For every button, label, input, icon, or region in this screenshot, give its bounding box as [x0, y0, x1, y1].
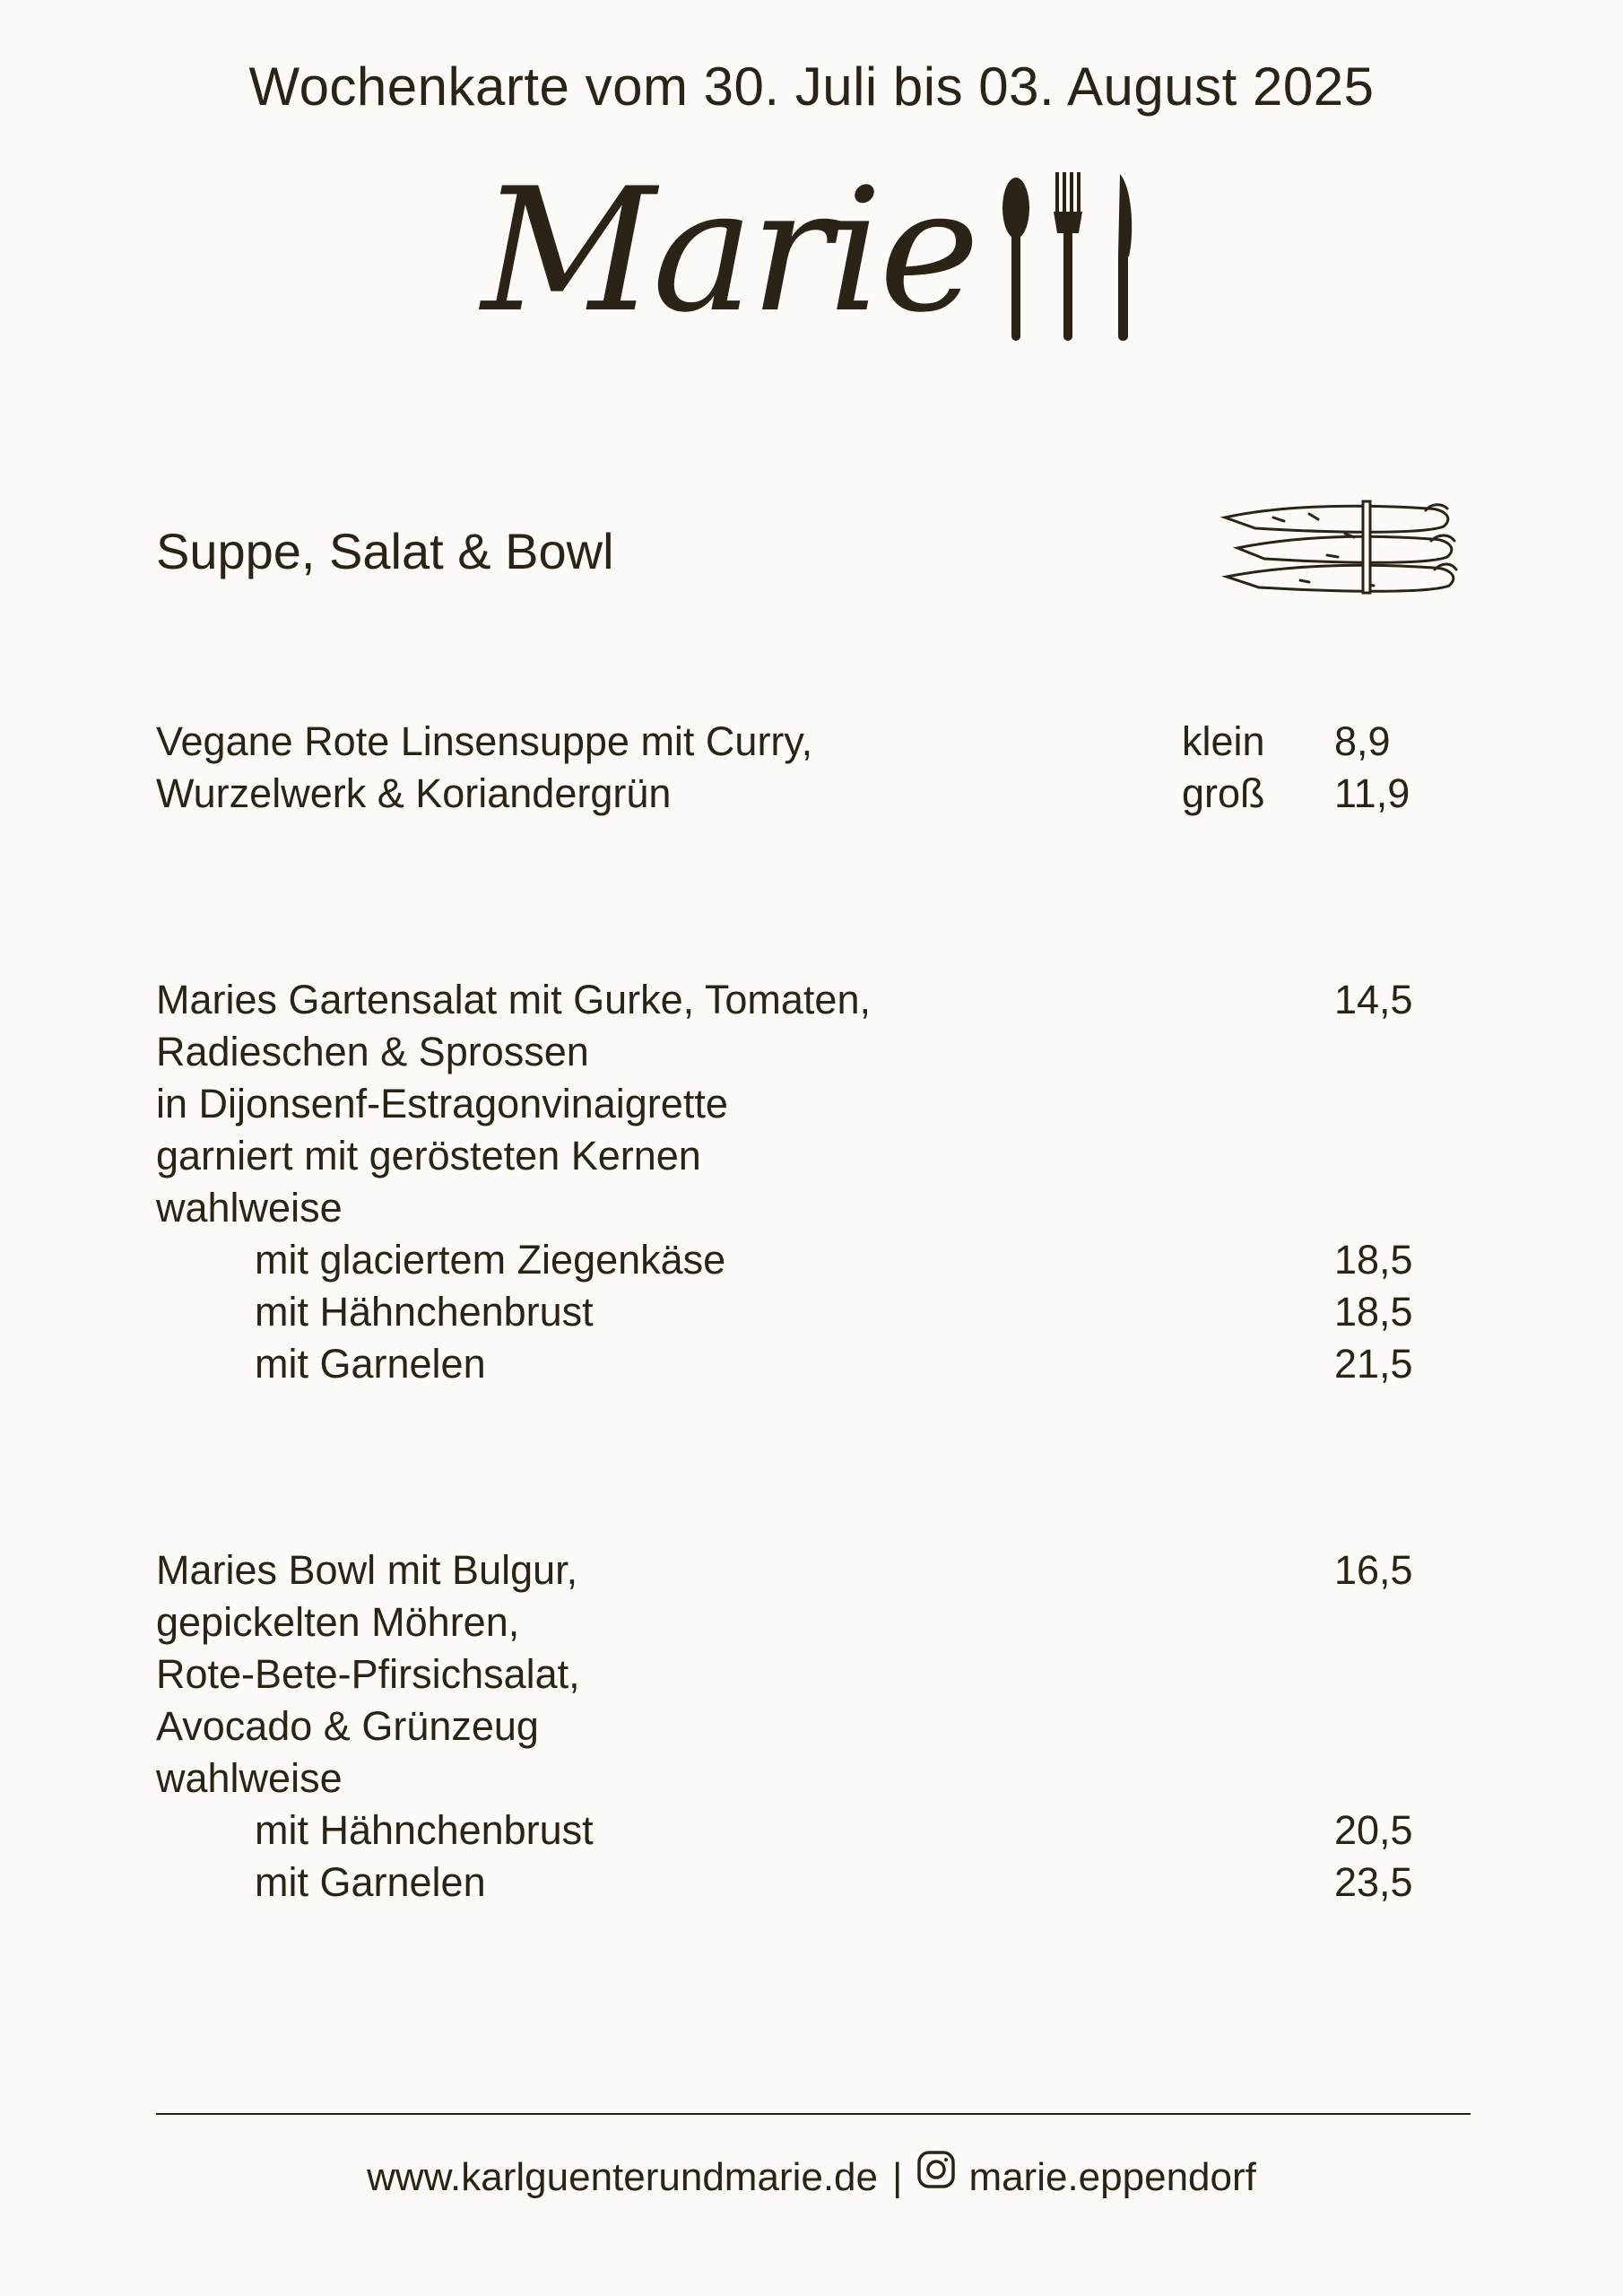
option-description: mit Garnelen — [255, 1341, 486, 1387]
menu-item-line — [156, 1026, 1483, 1078]
portion-size: klein — [1182, 718, 1265, 764]
option-price: 21,5 — [1334, 1341, 1413, 1387]
menu-item-line — [156, 1130, 1483, 1182]
dish-description: gepickelten Möhren, — [156, 1599, 520, 1645]
footer — [0, 2151, 1623, 2206]
option-price: 20,5 — [1334, 1807, 1413, 1853]
dish-description: Avocado & Grünzeug — [156, 1703, 539, 1749]
menu-item-line — [156, 768, 1483, 820]
restaurant-logo — [0, 144, 1623, 377]
dish-description: in Dijonsenf-Estragonvinaigrette — [156, 1081, 728, 1126]
menu-item-line — [156, 1182, 1483, 1234]
menu-item-line — [156, 1700, 1483, 1752]
dish-description: Wurzelwerk & Koriandergrün — [156, 770, 672, 816]
menu-item-option — [156, 1857, 1483, 1909]
dish-description: wahlweise — [156, 1185, 343, 1231]
dish-description: Vegane Rote Linsensuppe mit Curry, — [156, 718, 813, 764]
option-price: 18,5 — [1334, 1289, 1413, 1335]
dish-price: 8,9 — [1334, 718, 1391, 764]
dish-price: 11,9 — [1334, 770, 1410, 816]
section-title: Suppe, Salat & Bowl — [156, 523, 614, 579]
carrots-illustration — [1219, 498, 1462, 601]
instagram-handle[interactable]: marie.eppendorf — [968, 2155, 1256, 2199]
menu-item-line — [156, 1078, 1483, 1130]
instagram-icon — [916, 2150, 956, 2204]
option-price: 18,5 — [1334, 1237, 1413, 1283]
option-price: 23,5 — [1334, 1859, 1413, 1905]
menu-item-line — [156, 974, 1483, 1026]
dish-description: Rote-Bete-Pfirsichsalat, — [156, 1651, 580, 1697]
dish-description: Maries Gartensalat mit Gurke, Tomaten, — [156, 977, 871, 1022]
menu-item-line — [156, 1544, 1483, 1596]
footer-separator: | — [892, 2155, 903, 2199]
option-description: mit Hähnchenbrust — [255, 1289, 594, 1335]
menu-item-option — [156, 1234, 1483, 1286]
menu-week-title: Wochenkarte vom 30. Juli bis 03. August 2025 — [248, 57, 1375, 117]
menu-item-option — [156, 1338, 1483, 1390]
option-description: mit glaciertem Ziegenkäse — [255, 1237, 726, 1283]
menu-item-option — [156, 1805, 1483, 1857]
website-link[interactable]: www.karlguenterundmarie.de — [367, 2155, 878, 2199]
footer-divider — [156, 2113, 1471, 2115]
option-description: mit Hähnchenbrust — [255, 1807, 594, 1853]
dish-description: garniert mit gerösteten Kernen — [156, 1133, 701, 1178]
dish-price: 14,5 — [1334, 977, 1413, 1022]
menu-item-option — [156, 1286, 1483, 1338]
menu-item-soup — [156, 716, 1483, 820]
menu-item-salad — [156, 974, 1483, 1390]
menu-item-line — [156, 716, 1483, 768]
dish-description: Radieschen & Sprossen — [156, 1029, 589, 1074]
menu-item-line — [156, 1752, 1483, 1805]
dish-price: 16,5 — [1334, 1547, 1413, 1593]
menu-item-line — [156, 1596, 1483, 1648]
menu-item-line — [156, 1648, 1483, 1700]
dish-description: wahlweise — [156, 1755, 343, 1801]
cutlery-icon — [998, 170, 1141, 345]
menu-item-bowl — [156, 1544, 1483, 1909]
dish-description: Maries Bowl mit Bulgur, — [156, 1547, 578, 1593]
option-description: mit Garnelen — [255, 1859, 486, 1905]
logo-wordmark: Marie — [481, 152, 976, 350]
portion-size: groß — [1182, 770, 1265, 816]
